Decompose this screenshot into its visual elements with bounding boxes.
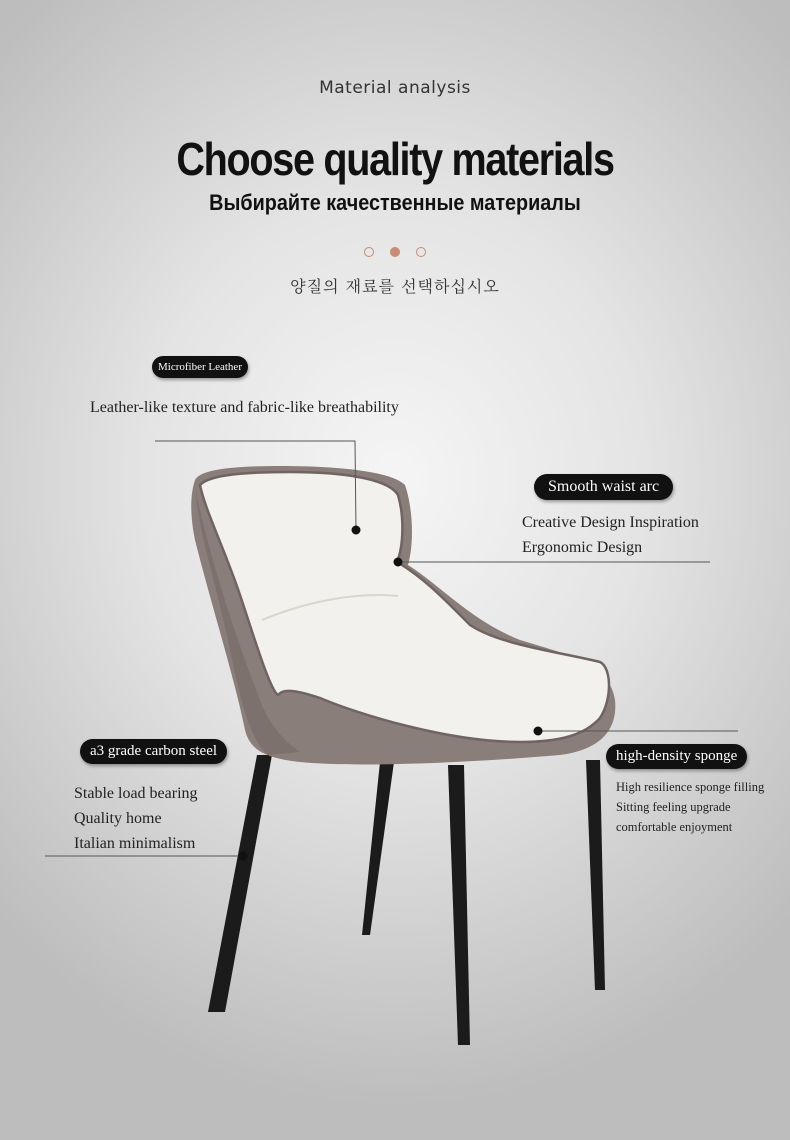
callout-dot — [534, 727, 543, 736]
waist-line: Creative Design Inspiration — [522, 514, 699, 531]
chair-leg — [362, 762, 394, 935]
badge-microfiber-leather: Microfiber Leather — [152, 356, 248, 378]
section-eyebrow: Material analysis — [319, 78, 471, 98]
page-title-russian: Выбирайте качественные материалы — [209, 190, 581, 215]
badge-carbon-steel: a3 grade carbon steel — [80, 739, 227, 764]
page-title-korean: 양질의 재료를 선택하십시오 — [290, 277, 500, 296]
waist-line: Ergonomic Design — [522, 539, 643, 556]
chair-legs — [208, 755, 605, 1045]
callout-dot — [352, 526, 361, 535]
chair-leg — [208, 755, 272, 1012]
sponge-line: Sitting feeling upgrade — [616, 800, 731, 814]
badge-high-density-sponge: high-density sponge — [606, 744, 747, 769]
steel-line: Italian minimalism — [74, 835, 196, 852]
page-title: Choose quality materials — [176, 133, 614, 185]
chair-leg — [586, 760, 605, 990]
steel-line: Stable load bearing — [74, 785, 198, 802]
badge-smooth-waist-arc: Smooth waist arc — [534, 474, 673, 500]
sponge-description — [616, 777, 764, 837]
chair-leg — [448, 765, 470, 1045]
sponge-line: comfortable enjoyment — [616, 820, 733, 834]
steel-line: Quality home — [74, 810, 162, 827]
sponge-line: High resilience sponge filling — [616, 780, 765, 794]
microfiber-description: Leather-like texture and fabric-like breathability — [90, 399, 399, 416]
steel-description — [74, 781, 198, 856]
callout-dot — [239, 852, 248, 861]
callout-dot — [394, 558, 403, 567]
waist-description — [522, 510, 699, 560]
